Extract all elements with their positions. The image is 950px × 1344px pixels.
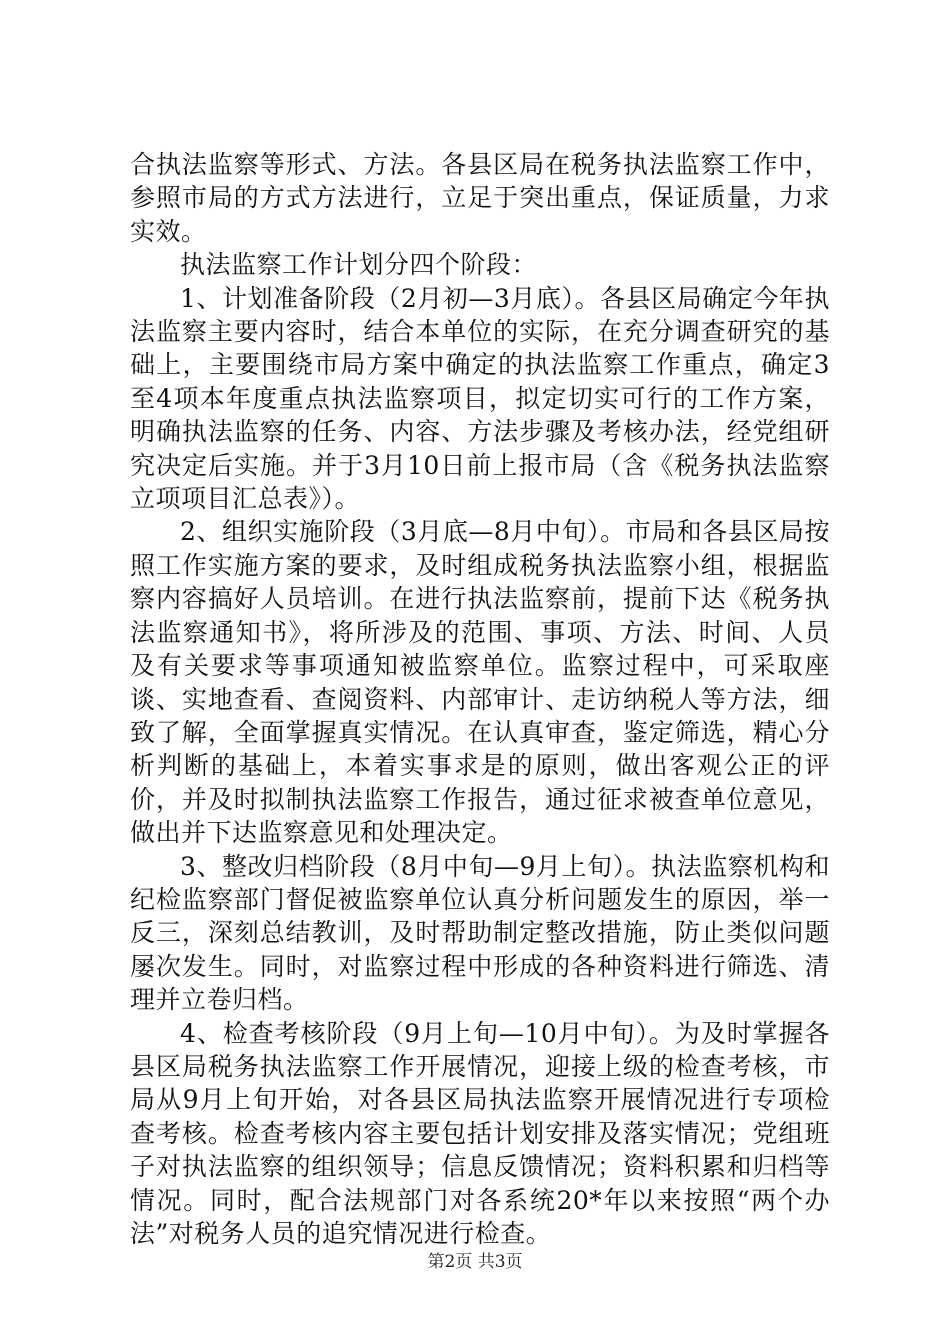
paragraph-stage-3: 3、整改归档阶段（8月中旬—9月上旬）。执法监察机构和纪检监察部门督促被监察单位认真分析问题发生的原因，举一反三，深刻总结教训，及时帮助制定整改措施，防止类似问题屡次发生。同时，对监察过程中形成的各种资料进行筛选、清理并立卷归档。 xyxy=(130,851,830,1015)
paragraph-stage-1: 1、计划准备阶段（2月初—3月底）。各县区局确定今年执法监察主要内容时，结合本单位的实际，在充分调查研究的基础上，主要围绕市局方案中确定的执法监察工作重点，确定3至4项本年度重点执法监察项目，拟定切实可行的工作方案，明确执法监察的任务、内容、方法步骤及考核办法，经党组研究决定后实施。并于3月10日前上报市局（含《税务执法监察立项项目汇总表》）。 xyxy=(130,283,830,514)
paragraph-continuation: 合执法监察等形式、方法。各县区局在税务执法监察工作中，参照市局的方式方法进行，立足于突出重点，保证质量，力求实效。 xyxy=(130,150,830,246)
paragraph-stage-2: 2、组织实施阶段（3月底—8月中旬）。市局和各县区局按照工作实施方案的要求，及时组成税务执法监察小组，根据监察内容搞好人员培训。在进行执法监察前，提前下达《税务执法监察通知书》，将所涉及的范围、事项、方法、时间、人员及有关要求等事项通知被监察单位。监察过程中，可采取座谈、实地查看、查阅资料、内部审计、走访纳税人等方法，细致了解，全面掌握真实情况。在认真审查，鉴定筛选，精心分析判断的基础上，本着实事求是的原则，做出客观公正的评价，并及时拟制执法监察工作报告，通过征求被查单位意见，做出并下达监察意见和处理决定。 xyxy=(130,517,830,848)
document-body xyxy=(130,148,830,1250)
page-footer xyxy=(0,1247,950,1272)
paragraph-stages-intro: 执法监察工作计划分四个阶段： xyxy=(180,250,538,280)
page-number: 第2页 共3页 xyxy=(427,1252,523,1272)
paragraph-stage-4: 4、检查考核阶段（9月上旬—10月中旬）。为及时掌握各县区局税务执法监察工作开展情况，迎接上级的检查考核，市局从9月上旬开始，对各县区局执法监察开展情况进行专项检查考核。检查考核内容主要包括计划安排及落实情况；党组班子对执法监察的组织领导；信息反馈情况；资料积累和归档等情况。同时，配合法规部门对各系统20*年以来按照“两个办法”对税务人员的追究情况进行检查。 xyxy=(130,1018,830,1248)
